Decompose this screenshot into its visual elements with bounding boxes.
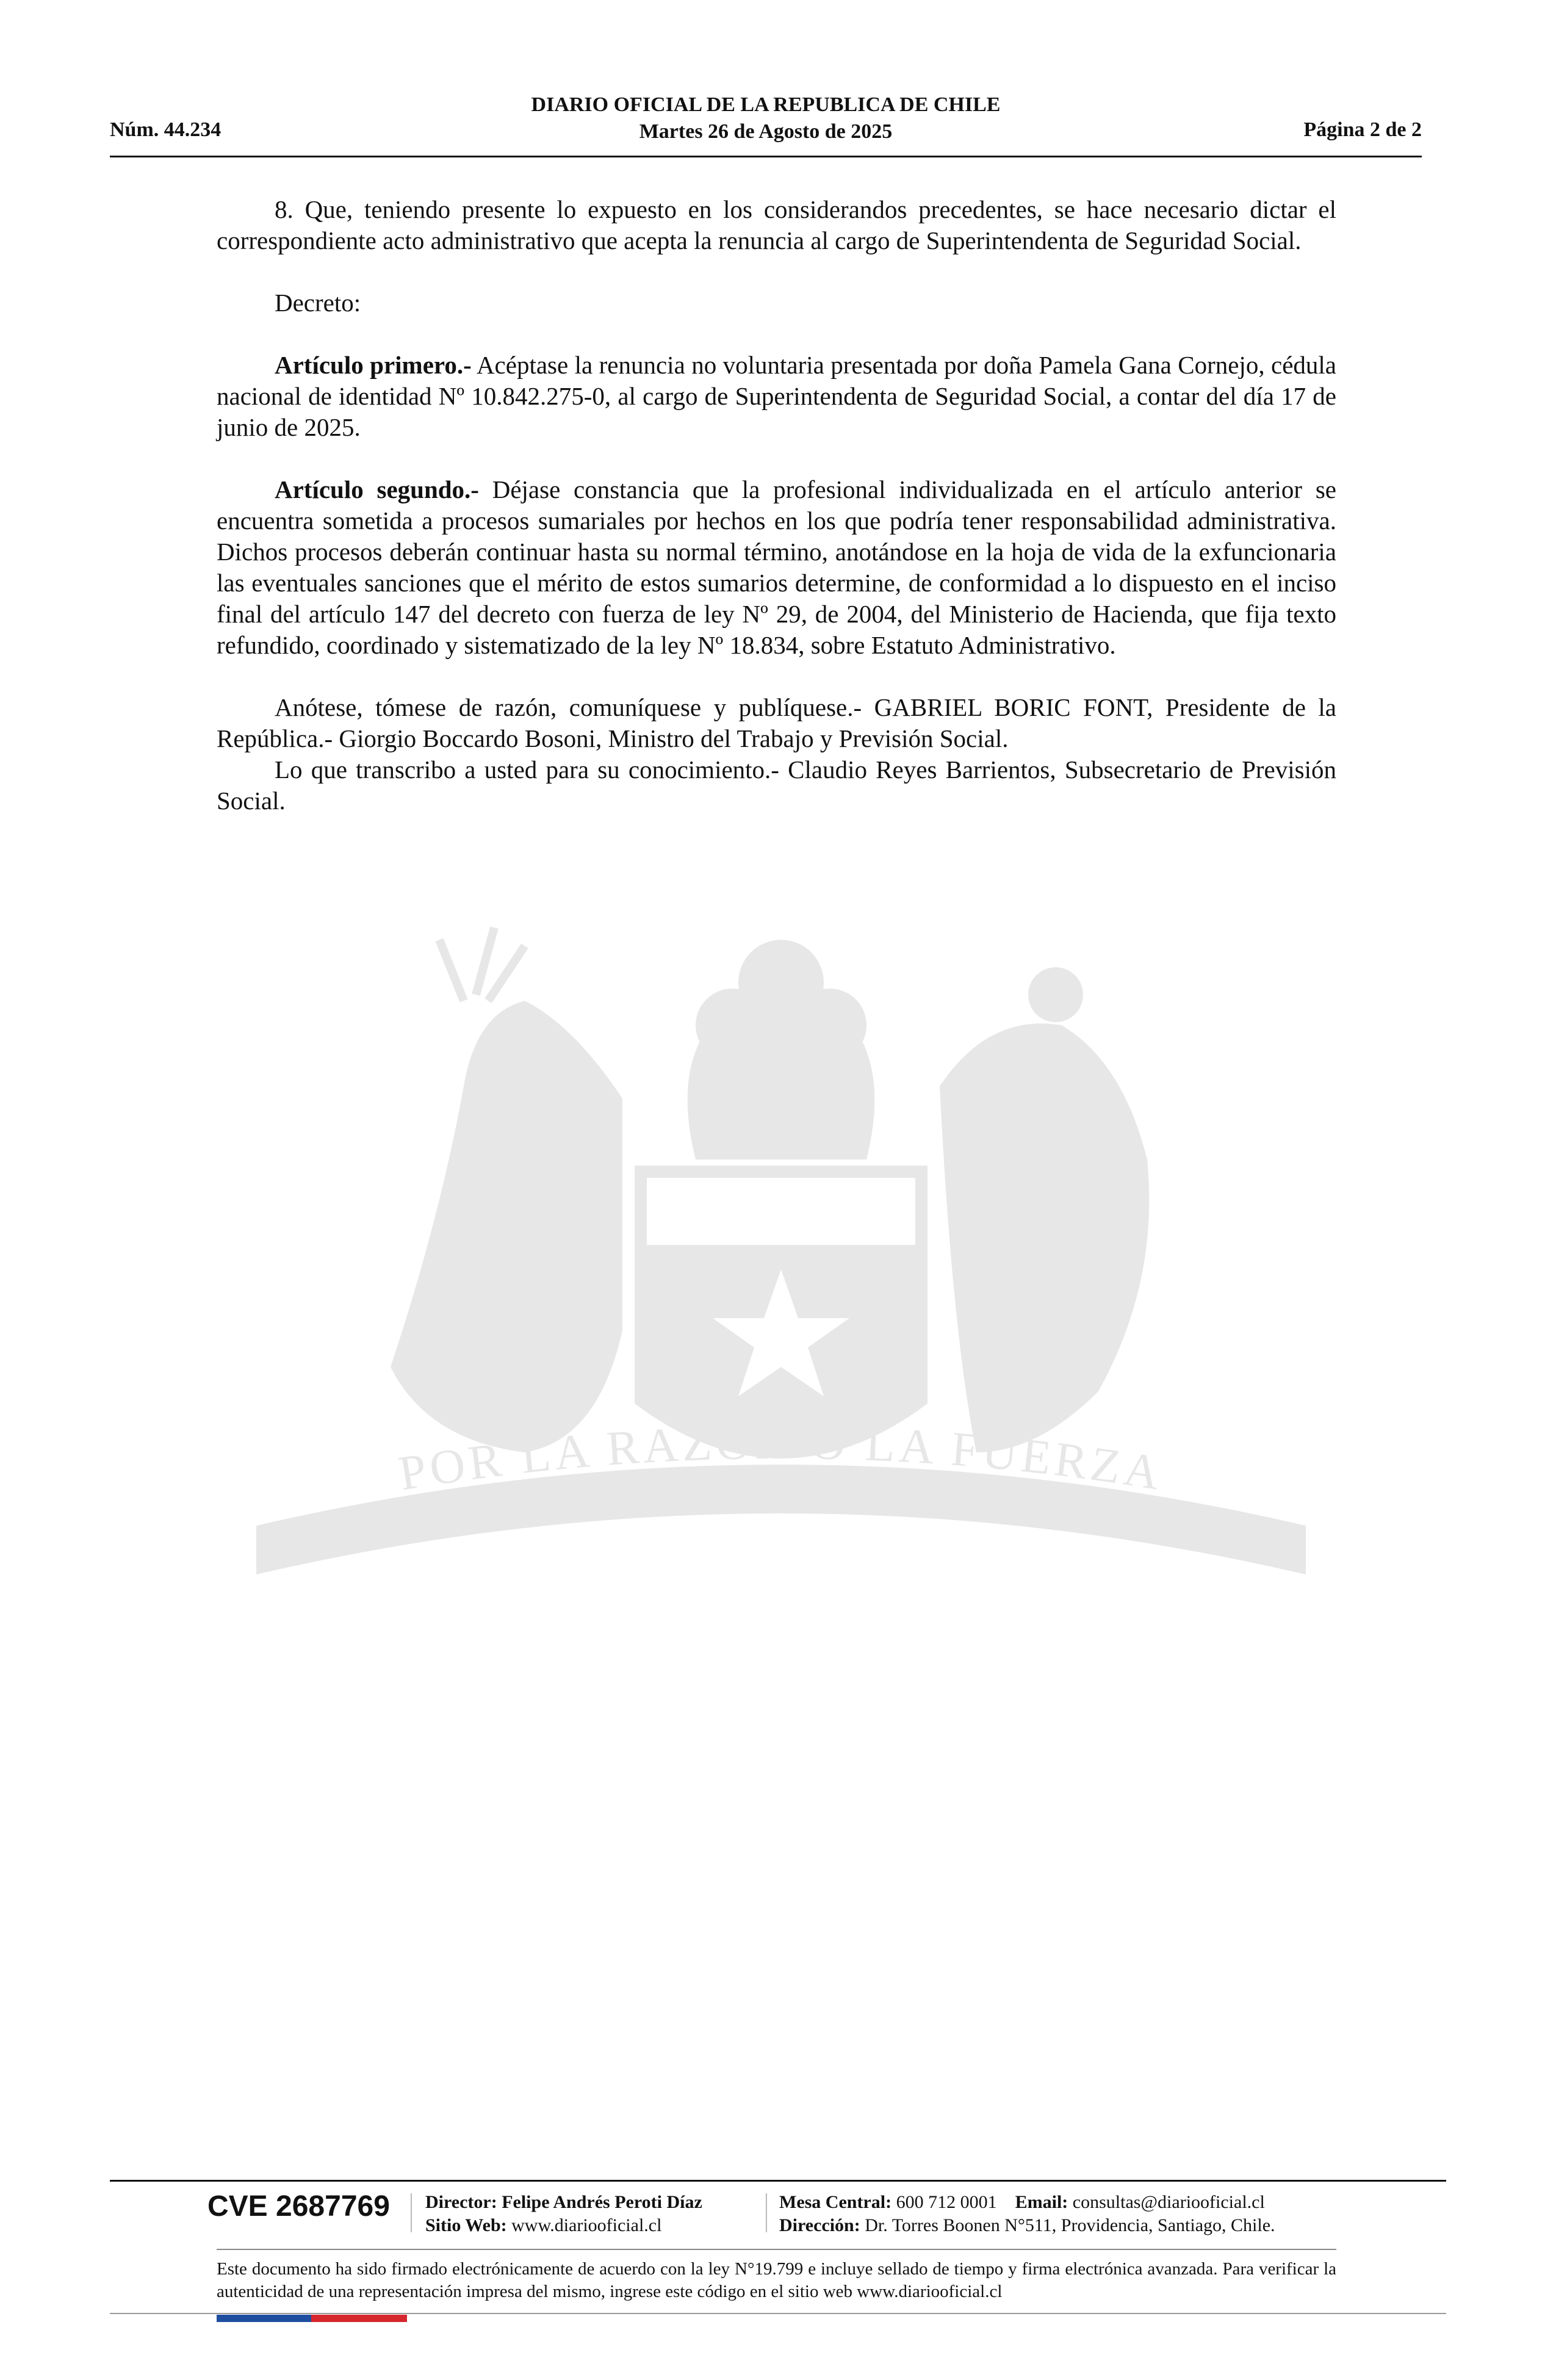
page-number: Página 2 de 2 <box>1303 118 1422 141</box>
page-header <box>110 92 1422 159</box>
issue-number: Núm. 44.234 <box>110 118 222 141</box>
footer-separator <box>411 2193 412 2232</box>
footer-director-block <box>425 2191 702 2237</box>
director-label: Director: <box>425 2192 497 2212</box>
email-link[interactable]: consultas@diariooficial.cl <box>1072 2192 1265 2212</box>
footer-thin-divider <box>217 2249 1336 2250</box>
footer-separator <box>766 2193 767 2232</box>
header-divider <box>110 156 1422 157</box>
bottom-divider <box>110 2313 1446 2314</box>
article-1-title: Artículo primero.- <box>275 351 472 379</box>
article-1 <box>217 350 1336 443</box>
email-label: Email: <box>1015 2192 1068 2212</box>
website-link[interactable]: www.diariooficial.cl <box>511 2215 662 2235</box>
phone-number: 600 712 0001 <box>896 2192 997 2212</box>
document-body <box>217 194 1336 817</box>
watermark-motto: POR LA RAZÓN O LA FUERZA <box>395 1415 1167 1501</box>
considerando-8: 8. Que, teniendo presente lo expuesto en los considerandos precedentes, se hace necesario dictar el correspondiente acto administrativo que acepta la renuncia al cargo de Superintendenta de Seguridad Social. <box>217 195 1336 254</box>
closing-signatures: Anótese, tómese de razón, comuníquese y publíquese.- GABRIEL BORIC FONT, Presidente de la República.- Giorgio Boccardo Bosoni, Ministro del Trabajo y Previsión Social. <box>217 693 1336 752</box>
article-1-text: Acéptase la renuncia no voluntaria presentada por doña Pamela Gana Cornejo, cédula nacional de identidad Nº 10.842.275-0, al cargo de Superintendenta de Seguridad Social, a contar del día 17 de junio de 2025. <box>217 351 1336 441</box>
address-value: Dr. Torres Boonen N°511, Providencia, Santiago, Chile. <box>865 2215 1275 2235</box>
flag-stripe-blue <box>217 2315 311 2322</box>
article-2 <box>217 474 1336 661</box>
director-name: Felipe Andrés Peroti Díaz <box>502 2192 702 2212</box>
issue-date: Martes 26 de Agosto de 2025 <box>639 120 893 143</box>
article-2-text: Déjase constancia que la profesional individualizada en el artículo anterior se encuentra sometida a procesos sumariales por hechos en los que podría tener responsabilidad administrativa. Dichos procesos deberán continuar hasta su normal término, anotándose en la hoja de vida de la exfuncionaria las eventuales sanciones que el mérito de estos sumarios determine, de conformidad a lo dispuesto en el inciso final del artículo 147 del decreto con fuerza de ley Nº 29, de 2004, del Ministerio de Hacienda, que fija texto refundido, coordinado y sistematizado de la ley Nº 18.834, sobre Estatuto Administrativo. <box>217 475 1336 659</box>
footer-divider <box>110 2180 1446 2182</box>
closing-transcription: Lo que transcribo a usted para su conocimiento.- Claudio Reyes Barrientos, Subsecretario de Previsión Social. <box>217 755 1336 815</box>
flag-stripe-red <box>311 2315 407 2322</box>
cve-code: CVE 2687769 <box>207 2190 390 2223</box>
article-2-title: Artículo segundo.- <box>275 475 479 503</box>
coat-of-arms-watermark <box>207 903 1355 1666</box>
legal-notice: Este documento ha sido firmado electrónicamente de acuerdo con la ley N°19.799 e incluye sellado de tiempo y firma electrónica avanzada. Para verificar la autenticidad de una representación impresa del mismo, ingrese este código en el sitio web www.diariooficial.cl <box>217 2259 1336 2301</box>
web-label: Sitio Web: <box>425 2215 507 2235</box>
mesa-label: Mesa Central: <box>779 2192 892 2212</box>
decreto-label: Decreto: <box>275 289 361 317</box>
footer-contact-block <box>779 2191 1275 2237</box>
publication-title: DIARIO OFICIAL DE LA REPUBLICA DE CHILE <box>531 93 1001 116</box>
address-label: Dirección: <box>779 2215 860 2235</box>
